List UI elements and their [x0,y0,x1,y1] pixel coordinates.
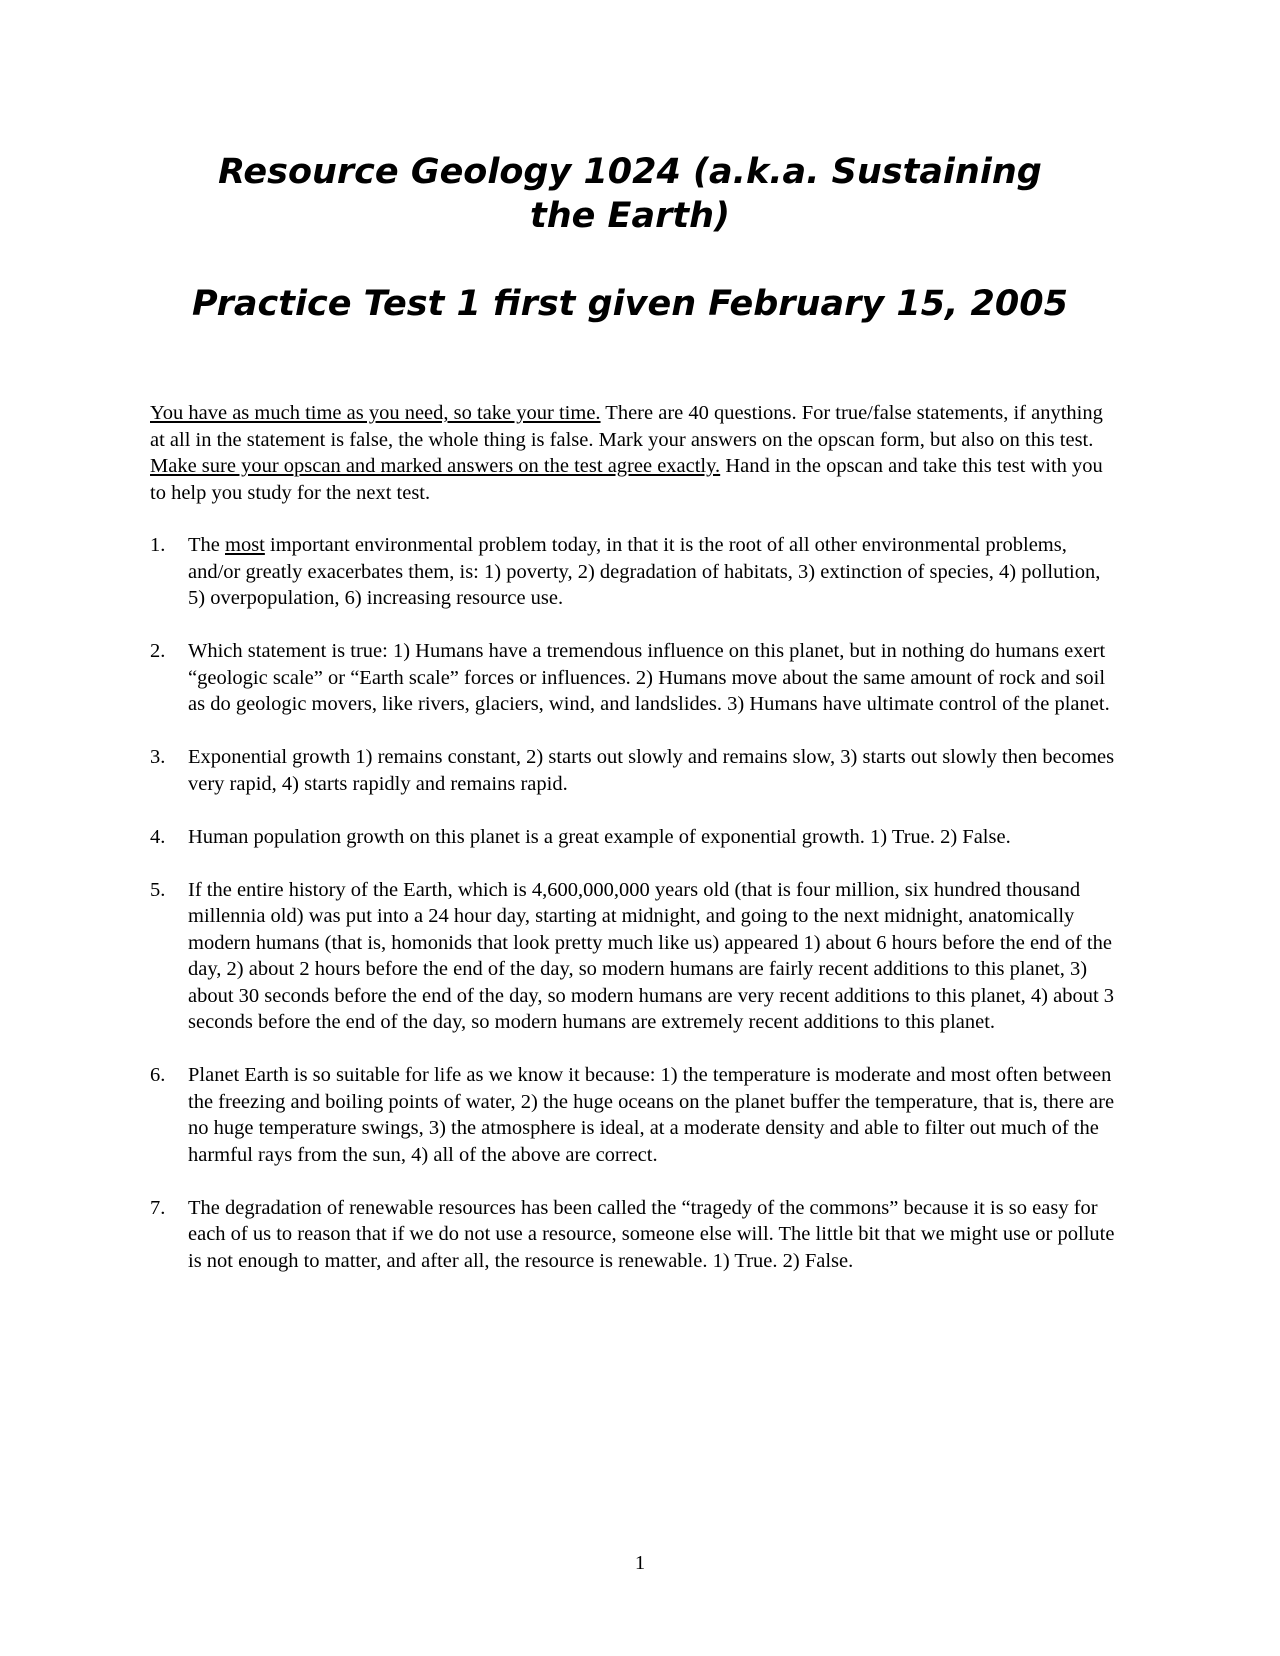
question-text: Which statement is true: 1) Humans have a tremendous influence on this planet, but in nothing do humans exert “geologic scale” or “Earth scale” forces or influences. 2) Humans move about the same amount of rock and soil as do geologic movers, like rivers, glaciers, wind, and landslides. 3) Humans have ultimate control of the planet. [188,640,1110,715]
question-number: 3. [150,746,166,768]
test-subtitle: Practice Test 1 first given February 15, 2005 [192,284,1068,324]
question-2 [150,638,1120,718]
question-5 [150,877,1120,1036]
question-1 [150,532,1120,612]
question-6 [150,1062,1120,1168]
question-3 [150,744,1120,797]
question-number: 2. [150,640,166,662]
page-number: 1 [634,1552,646,1574]
question-text-rest: important environmental problem today, in that it is the root of all other environmental problems, and/or greatly exacerbates them, is: 1) poverty, 2) degradation of habitats, 3) extinction of species, 4) pollution, 5) overpopulation, 6) increasing resource use. [188,534,1101,609]
question-text: Planet Earth is so suitable for life as we know it because: 1) the temperature is moderate and most often between the freezing and boiling points of water, 2) the huge oceans on the planet buffer the temperature, that is, there are no huge temperature swings, 3) the atmosphere is ideal, at a moderate density and able to filter out much of the harmful rays from the sun, 4) all of the above are correct. [188,1064,1115,1166]
instructions-underlined-time: You have as much time as you need, so take your time. [150,402,601,424]
instructions-underlined-agree: Make sure your opscan and marked answers on the test agree exactly. [150,455,721,477]
instructions-paragraph [150,400,1110,506]
question-number: 4. [150,825,166,848]
question-7 [150,1195,1120,1275]
instructions-text-end: Hand in the opscan and take this test with you to help you study for the next test. [150,455,1103,504]
question-text: Human population growth on this planet is a great example of exponential growth. 1) True. 2) False. [188,825,1011,848]
question-text: The degradation of renewable resources has been called the “tragedy of the commons” because it is so easy for each of us to reason that if we do not use a resource, someone else will. The little bit that we might use or pollute is not enough to matter, and after all, the resource is renewable. 1) True. 2) False. [188,1196,1115,1272]
question-text: Exponential growth 1) remains constant, 2) starts out slowly and remains slow, 3) starts out slowly then becomes very rapid, 4) starts rapidly and remains rapid. [188,746,1115,795]
question-text-start: The [188,534,225,556]
question-emphasis: most [225,534,265,556]
question-number: 1. [150,534,166,556]
question-4 [150,824,1120,851]
document-title: Resource Geology 1024 (a.k.a. Sustaining the Earth) [218,152,1042,236]
instructions-text: There are 40 questions. For true/false statements, if anything at all in the statement is false, the whole thing is false. Mark your answers on the opscan form, but also on this test. [150,402,1103,451]
question-text [188,534,1100,609]
question-number: 6. [150,1064,166,1086]
question-number: 7. [150,1196,166,1219]
question-list [150,532,1120,1301]
question-text: If the entire history of the Earth, which is 4,600,000,000 years old (that is four million, six hundred thousand millennia old) was put into a 24 hour day, starting at midnight, and going to the next midnight, anatomically modern humans (that is, homonids that look pretty much like us) appeared 1) about 6 hours before the end of the day, 2) about 2 hours before the end of the day, so modern humans are fairly recent additions to this planet, 3) about 30 seconds before the end of the day, so modern humans are very recent additions to this planet, 4) about 3 seconds before the end of the day, so modern humans are extremely recent additions to this planet. [188,878,1115,1033]
question-number: 5. [150,878,166,901]
